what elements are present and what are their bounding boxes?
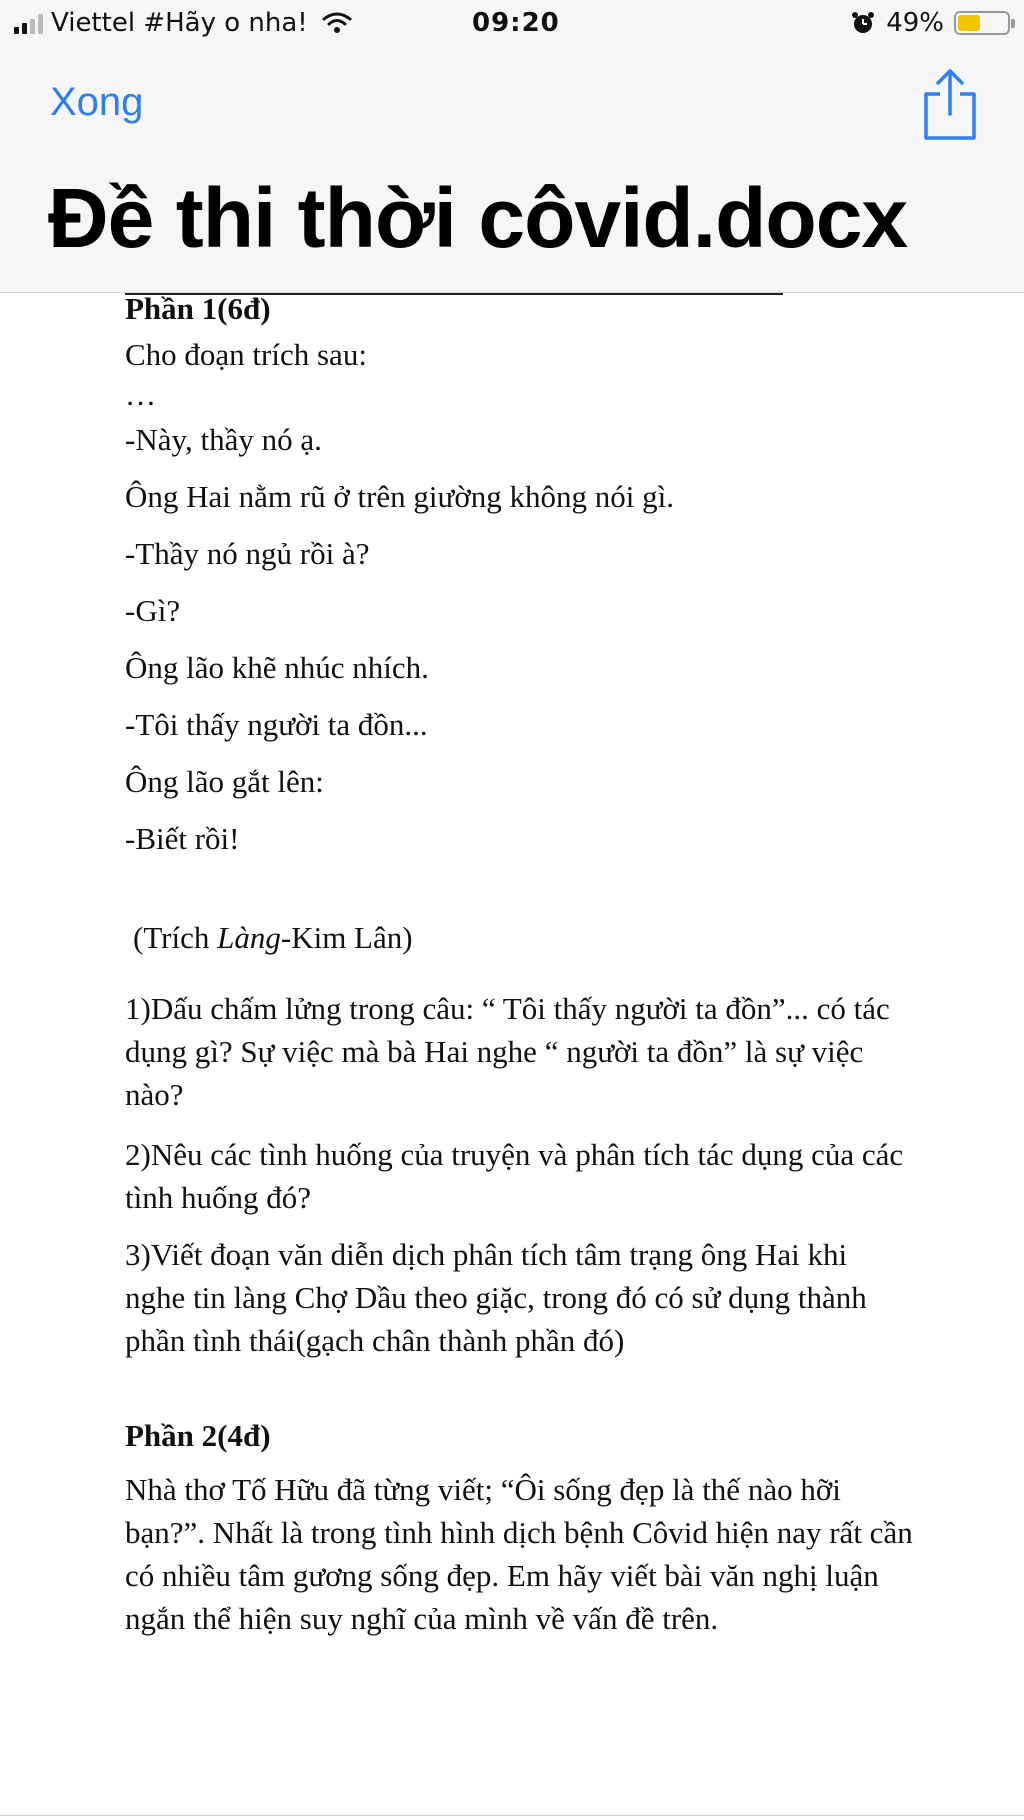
status-left	[14, 8, 352, 38]
citation-work: Làng	[217, 920, 281, 955]
dialogue-line: -Này, thầy nó ạ.	[125, 422, 322, 457]
citation-prefix: (Trích	[133, 920, 218, 955]
question-1: 1)Dấu chấm lửng trong câu: “ Tôi thấy người ta đồn”... có tác dụng gì? Sự việc mà bà Hai nghe “ người ta đồn” là sự việc nào?	[125, 991, 890, 1112]
battery-icon	[954, 11, 1010, 35]
document-viewer[interactable]	[0, 293, 1024, 1820]
share-icon[interactable]	[922, 68, 978, 142]
dialogue-line: -Gì?	[125, 593, 181, 628]
nav-header	[0, 52, 1024, 293]
battery-percent: 49%	[886, 8, 944, 38]
done-button[interactable]: Xong	[50, 80, 144, 124]
dialogue-line: -Thầy nó ngủ rồi à?	[125, 536, 370, 571]
part2-heading: Phần 2(4đ)	[125, 1418, 271, 1453]
part1-heading: Phần 1(6đ)	[125, 291, 271, 326]
wifi-icon	[322, 11, 352, 35]
status-bar	[0, 0, 1024, 52]
dialogue-line: Ông Hai nằm rũ ở trên giường không nói gì.	[125, 479, 674, 514]
citation	[133, 916, 413, 959]
signal-icon	[14, 12, 43, 34]
bottom-rule	[0, 1815, 1024, 1816]
dialogue-line: Ông lão gắt lên:	[125, 764, 324, 799]
intro-line: Cho đoạn trích sau:	[125, 337, 367, 372]
dialogue-line: -Biết rồi!	[125, 821, 240, 856]
ellipsis-line: …	[125, 377, 156, 412]
status-right	[850, 8, 1010, 38]
citation-author: -Kim Lân)	[280, 920, 413, 955]
part2-text: Nhà thơ Tố Hữu đã từng viết; “Ôi sống đẹp là thế nào hỡi bạn?”. Nhất là trong tình hình dịch bệnh Côvid hiện nay rất cần có nhiều tâm gương sống đẹp. Em hãy viết bài văn nghị luận ngắn thể hiện suy nghĩ của mình về vấn đề trên.	[125, 1472, 913, 1636]
carrier-name: Viettel #Hãy o nha!	[51, 8, 308, 38]
dialogue-line: -Tôi thấy người ta đồn...	[125, 707, 428, 742]
question-2: 2)Nêu các tình huống của truyện và phân tích tác dụng của các tình huống đó?	[125, 1137, 904, 1215]
document-title: Đề thi thời côvid.docx	[48, 171, 908, 265]
battery-fill	[958, 15, 980, 31]
dialogue-line: Ông lão khẽ nhúc nhích.	[125, 650, 429, 685]
status-time: 09:20	[472, 8, 560, 38]
alarm-icon	[850, 10, 876, 36]
question-3: 3)Viết đoạn văn diễn dịch phân tích tâm trạng ông Hai khi nghe tin làng Chợ Dầu theo giặc, trong đó có sử dụng thành phần tình thái(gạch chân thành phần đó)	[125, 1237, 867, 1358]
